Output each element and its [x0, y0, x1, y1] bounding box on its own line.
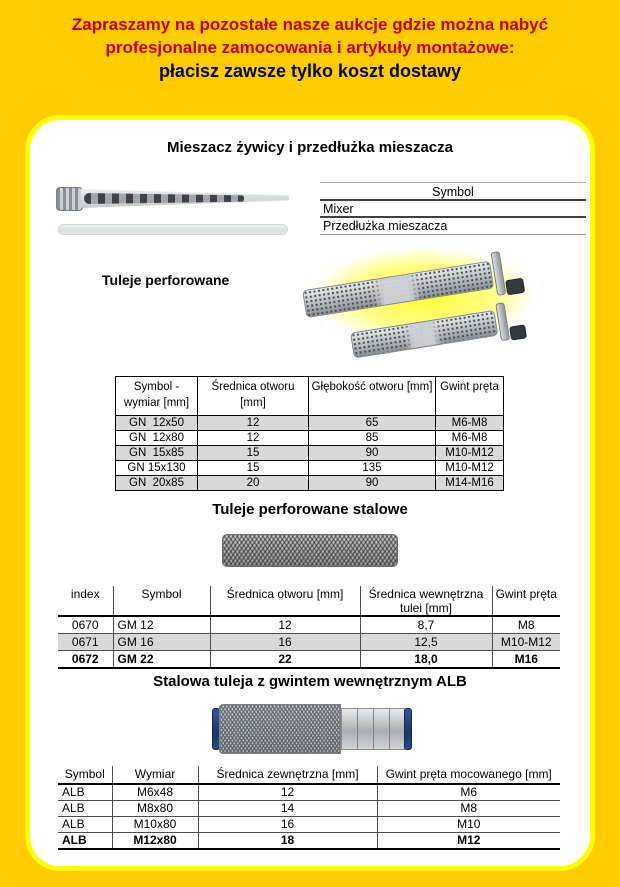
mixer-section-title: Mieszacz żywicy i przedłużka mieszacza — [167, 139, 453, 156]
table-row — [58, 634, 560, 651]
table-cell: M12x80 — [112, 833, 198, 850]
sleeve-nut-graphic — [505, 277, 525, 295]
table-row — [58, 817, 560, 833]
sleeve-body-graphic — [350, 310, 498, 359]
table-cell: 135 — [309, 461, 436, 476]
alb-smooth-body-graphic — [341, 708, 405, 750]
sleeve-flange-graphic — [491, 251, 507, 296]
table-cell: 12 — [210, 616, 360, 634]
table-row — [58, 833, 560, 850]
gn-sleeves-table — [115, 376, 504, 491]
column-header: Symbol - wymiar [mm] — [116, 377, 198, 416]
table-row — [116, 416, 504, 431]
table-cell: ALB — [58, 833, 112, 850]
table-cell: 65 — [309, 416, 436, 431]
table-cell: M10-M12 — [436, 461, 504, 476]
table-cell: 85 — [309, 431, 436, 446]
table-cell: M6x48 — [112, 784, 198, 801]
promo-line-3: płacisz zawsze tylko koszt dostawy — [158, 61, 462, 81]
table-cell: 16 — [198, 817, 377, 833]
table-row — [58, 801, 560, 817]
table-cell: 18 — [198, 833, 377, 850]
sleeve-flange-graphic — [495, 302, 510, 341]
header-row — [116, 377, 504, 416]
table-cell: 15 — [198, 461, 309, 476]
table-cell: GM 22 — [113, 651, 210, 669]
table-cell: 12 — [198, 416, 309, 431]
mixer-cap-graphic — [56, 187, 83, 211]
steel-mesh-sleeve-image — [222, 534, 398, 567]
steel-section-title: Tuleje perforowane stalowe — [212, 501, 408, 518]
table-cell: GM 16 — [113, 634, 210, 651]
column-header: Średnica zewnętrzna [mm] — [198, 766, 377, 784]
table-cell: M8x80 — [112, 801, 198, 817]
mixer-extension-graphic — [58, 224, 288, 235]
table-row — [58, 651, 560, 669]
table-cell: GN 12x50 — [116, 416, 198, 431]
gm-sleeves-table — [58, 586, 560, 669]
column-header: Symbol — [58, 766, 112, 784]
table-cell: GN 15x130 — [116, 461, 198, 476]
table-cell: M10-M12 — [492, 634, 560, 651]
column-header: Gwint pręta — [492, 586, 560, 616]
column-header: Symbol — [113, 586, 210, 616]
table-cell: M14-M16 — [436, 476, 504, 491]
table-row — [116, 431, 504, 446]
alb-blue-ring-graphic — [404, 708, 412, 750]
symbol-table-row: Mixer — [320, 201, 586, 218]
symbol-table — [320, 182, 586, 235]
table-cell: 12,5 — [360, 634, 492, 651]
alb-sleeves-table — [58, 766, 560, 850]
table-cell: 90 — [309, 446, 436, 461]
table-cell: ALB — [58, 817, 112, 833]
column-header: Głębokość otworu [mm] — [309, 377, 436, 416]
table-cell: M8 — [377, 801, 560, 817]
table-cell: M6-M8 — [436, 431, 504, 446]
alb-section-title: Stalowa tuleja z gwintem wewnętrznym ALB — [153, 673, 467, 690]
table-row — [116, 476, 504, 491]
table-cell: 18,0 — [360, 651, 492, 669]
column-header: Średnica otworu [mm] — [210, 586, 360, 616]
table-cell: 0670 — [58, 616, 113, 634]
table-cell: 0671 — [58, 634, 113, 651]
alb-knurled-body-graphic — [219, 704, 341, 754]
table-cell: ALB — [58, 784, 112, 801]
table-cell: 15 — [198, 446, 309, 461]
perforated-sleeves-label: Tuleje perforowane — [102, 272, 230, 288]
table-cell: ALB — [58, 801, 112, 817]
content-card — [30, 120, 590, 866]
table-row — [58, 616, 560, 634]
table-cell: GN 15x85 — [116, 446, 198, 461]
alb-sleeve-image — [212, 704, 418, 754]
header-row — [58, 766, 560, 784]
table-cell: M8 — [492, 616, 560, 634]
table-cell: GN 20x85 — [116, 476, 198, 491]
symbol-table-header: Symbol — [320, 182, 586, 201]
table-cell: GN 12x80 — [116, 431, 198, 446]
mixer-image — [56, 184, 296, 246]
column-header: Wymiar — [112, 766, 198, 784]
symbol-table-row: Przedłużka mieszacza — [320, 218, 586, 235]
promo-banner — [0, 0, 620, 84]
table-cell: M6 — [377, 784, 560, 801]
table-cell: 90 — [309, 476, 436, 491]
column-header: index — [58, 586, 113, 616]
table-cell: 22 — [210, 651, 360, 669]
table-cell: 12 — [198, 784, 377, 801]
table-cell: M10x80 — [112, 817, 198, 833]
table-cell: 8,7 — [360, 616, 492, 634]
table-row — [116, 446, 504, 461]
column-header: Gwint pręta — [436, 377, 504, 416]
promo-line-2: profesjonalne zamocowania i artykuły montażowe: — [105, 38, 515, 57]
table-cell: 14 — [198, 801, 377, 817]
column-header: Średnica otworu [mm] — [198, 377, 309, 416]
table-cell: M10 — [377, 817, 560, 833]
promo-line-1: Zapraszamy na pozostałe nasze aukcje gdzie można nabyć — [71, 15, 549, 34]
table-cell: 16 — [210, 634, 360, 651]
column-header: Średnica wewnętrzna tulei [mm] — [360, 586, 492, 616]
sleeve-nut-graphic — [509, 324, 527, 340]
table-row — [58, 784, 560, 801]
table-cell: 20 — [198, 476, 309, 491]
table-cell: GM 12 — [113, 616, 210, 634]
table-cell: 12 — [198, 431, 309, 446]
perforated-sleeves-image — [293, 233, 583, 369]
column-header: Gwint pręta mocowanego [mm] — [377, 766, 560, 784]
table-cell: M10-M12 — [436, 446, 504, 461]
table-cell: M16 — [492, 651, 560, 669]
header-row — [58, 586, 560, 616]
table-cell: M12 — [377, 833, 560, 850]
table-cell: 0672 — [58, 651, 113, 669]
table-cell: M6-M8 — [436, 416, 504, 431]
table-row — [116, 461, 504, 476]
